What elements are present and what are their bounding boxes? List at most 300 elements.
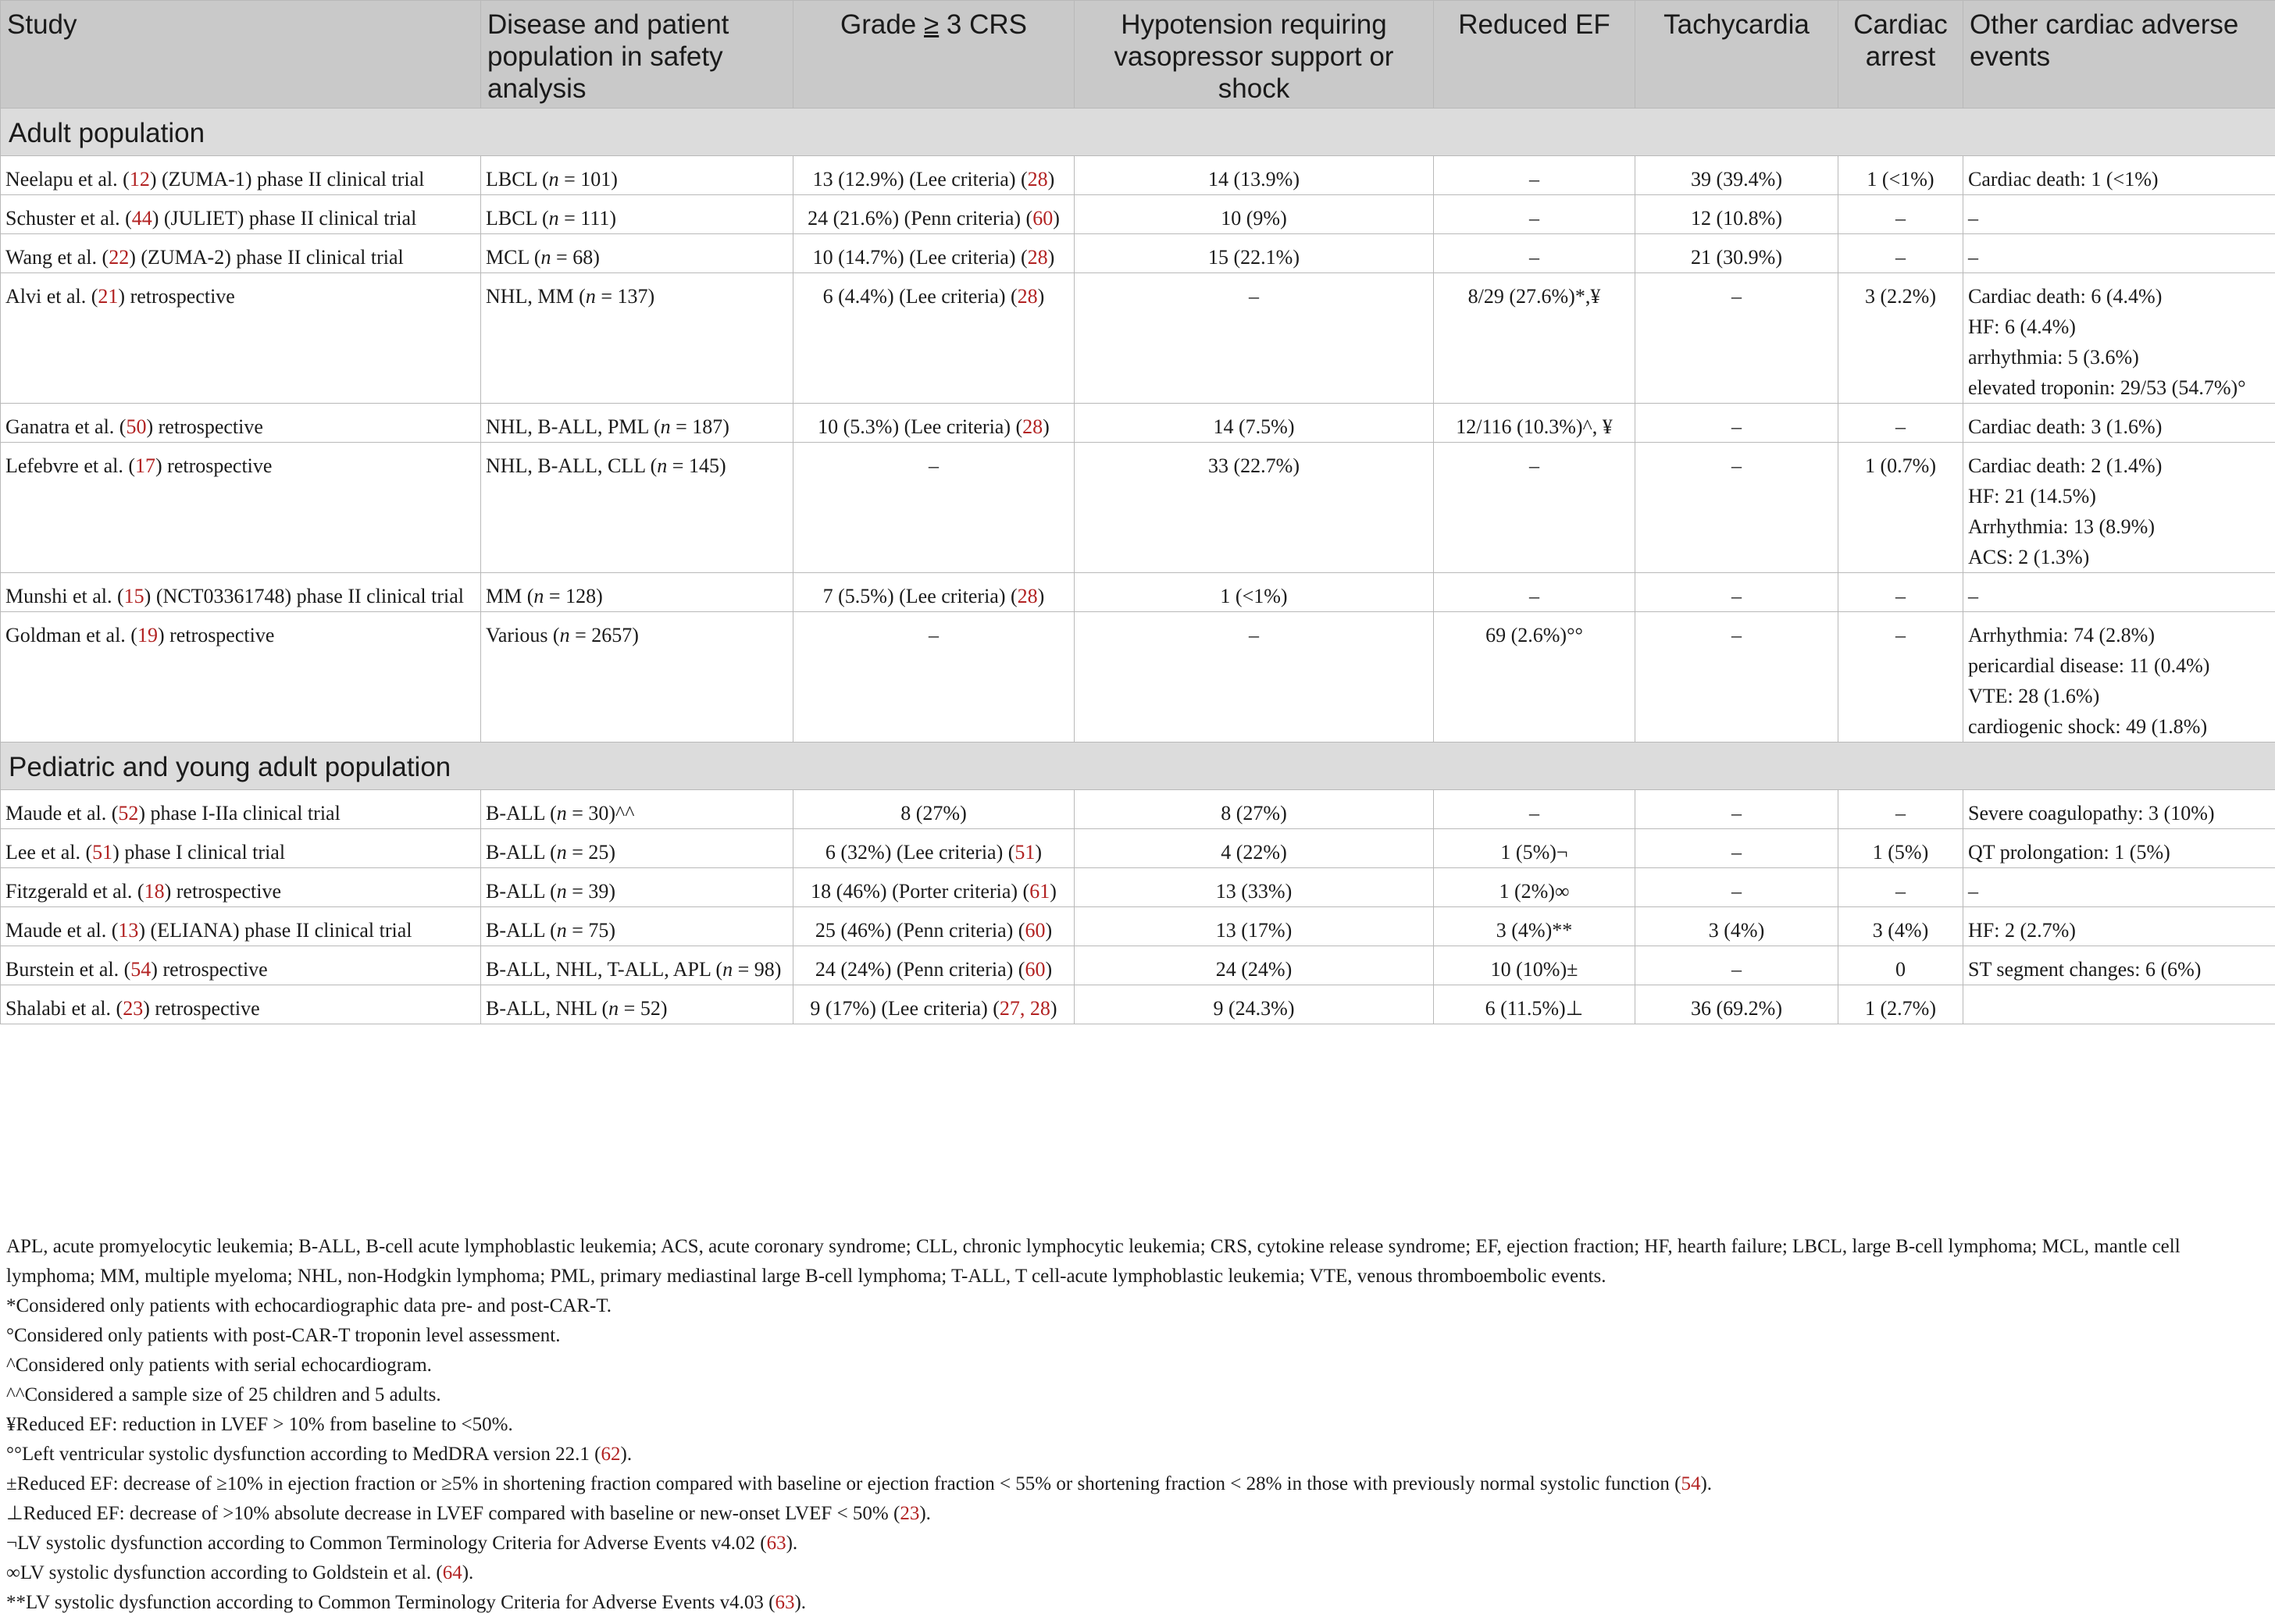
cell-cardiac-arrest: – (1838, 234, 1963, 273)
crs-text: 25 (46%) (Penn criteria) ( (815, 919, 1025, 942)
disease-text: Various ( (486, 624, 560, 646)
study-ref: 52 (118, 802, 139, 824)
cell-other (1963, 573, 2275, 612)
table-row (1, 985, 2275, 1024)
disease-n: n (660, 415, 671, 438)
cell-other (1963, 273, 2275, 404)
cell-hypotension: 24 (24%) (1075, 946, 1434, 985)
study-text: Burstein et al. ( (5, 958, 131, 981)
study-text-end: ) retrospective (146, 415, 263, 438)
cell-crs (793, 790, 1075, 829)
cell-cardiac-arrest: 1 (0.7%) (1838, 443, 1963, 573)
study-text: Goldman et al. ( (5, 624, 137, 646)
cell-tachycardia: 21 (30.9%) (1635, 234, 1838, 273)
cell-cardiac-arrest: 3 (2.2%) (1838, 273, 1963, 404)
study-text-end: ) (JULIET) phase II clinical trial (152, 207, 417, 230)
crs-text: 24 (21.6%) (Penn criteria) ( (808, 207, 1033, 230)
study-text-end: ) retrospective (143, 997, 260, 1020)
table-row (1, 573, 2275, 612)
cell-cardiac-arrest: 1 (5%) (1838, 829, 1963, 868)
study-text-end: ) retrospective (118, 285, 235, 308)
other-event-line: – (1968, 585, 1978, 607)
crs-ref: 51 (1014, 841, 1036, 864)
other-event-line: Cardiac death: 1 (<1%) (1968, 168, 2159, 191)
disease-n: n (556, 919, 567, 942)
cell-crs (793, 907, 1075, 946)
header-disease: Disease and patient population in safety analysis (481, 1, 793, 109)
cell-tachycardia: 12 (10.8%) (1635, 195, 1838, 234)
header-study: Study (1, 1, 481, 109)
cell-cardiac-arrest: – (1838, 573, 1963, 612)
table-row (1, 868, 2275, 907)
cell-other (1963, 443, 2275, 573)
study-text: Lee et al. ( (5, 841, 93, 864)
cell-disease (481, 946, 793, 985)
disease-n: n (608, 997, 619, 1020)
cell-reduced-ef: 3 (4%)** (1434, 907, 1635, 946)
crs-ref: 28 (1022, 415, 1043, 438)
cell-reduced-ef: 69 (2.6%)°° (1434, 612, 1635, 743)
study-ref: 21 (98, 285, 119, 308)
footnote (6, 1558, 2263, 1588)
cell-study (1, 868, 481, 907)
crs-text-end: ) (1043, 415, 1050, 438)
crs-text: 9 (17%) (Lee criteria) ( (810, 997, 1000, 1020)
cell-hypotension: 1 (<1%) (1075, 573, 1434, 612)
cell-other (1963, 946, 2275, 985)
cell-tachycardia: – (1635, 443, 1838, 573)
footnote-text-end: ). (919, 1503, 931, 1524)
table-row (1, 273, 2275, 404)
cell-hypotension: 10 (9%) (1075, 195, 1434, 234)
footnote (6, 1351, 2263, 1380)
cell-other (1963, 195, 2275, 234)
footnote (6, 1499, 2263, 1529)
disease-count: = 111) (558, 207, 617, 230)
cell-tachycardia: 39 (39.4%) (1635, 156, 1838, 195)
cell-tachycardia: – (1635, 790, 1838, 829)
crs-ref: 61 (1029, 880, 1050, 903)
disease-count: = 75) (566, 919, 616, 942)
cell-study (1, 195, 481, 234)
cell-reduced-ef: 8/29 (27.6%)*,¥ (1434, 273, 1635, 404)
other-event-line: ACS: 2 (1.3%) (1968, 546, 2090, 568)
footnote (6, 1529, 2263, 1558)
study-text-end: ) retrospective (155, 454, 273, 477)
cell-crs (793, 829, 1075, 868)
footnote-text-end: ). (786, 1533, 798, 1554)
table-row (1, 790, 2275, 829)
cell-disease (481, 829, 793, 868)
study-ref: 19 (137, 624, 158, 646)
cell-other (1963, 790, 2275, 829)
cell-hypotension: 13 (17%) (1075, 907, 1434, 946)
disease-count: = 101) (558, 168, 618, 191)
study-ref: 17 (135, 454, 156, 477)
footnote-text: ±Reduced EF: decrease of ≥10% in ejection fraction or ≥5% in shortening fraction compared with baseline or ejection fraction < 55% or shortening fraction < 28% in those with previously normal systolic function ( (6, 1473, 1681, 1494)
header-crs-post: 3 CRS (939, 9, 1028, 40)
study-text: Alvi et al. ( (5, 285, 98, 308)
crs-text: 18 (46%) (Porter criteria) ( (811, 880, 1030, 903)
table-row (1, 234, 2275, 273)
disease-n: n (548, 168, 559, 191)
crs-ref: 28 (1027, 246, 1048, 269)
cell-reduced-ef: 12/116 (10.3%)^, ¥ (1434, 404, 1635, 443)
study-ref: 18 (144, 880, 165, 903)
cell-cardiac-arrest: 3 (4%) (1838, 907, 1963, 946)
disease-count: = 52) (619, 997, 668, 1020)
other-event-line: QT prolongation: 1 (5%) (1968, 841, 2170, 864)
other-event-line: arrhythmia: 5 (3.6%) (1968, 346, 2139, 369)
other-event-line: ST segment changes: 6 (6%) (1968, 958, 2202, 981)
other-event-line: pericardial disease: 11 (0.4%) (1968, 654, 2210, 677)
footnote-text-end: ). (1700, 1473, 1713, 1494)
disease-count: = 145) (667, 454, 726, 477)
table-row (1, 443, 2275, 573)
cell-reduced-ef: – (1434, 234, 1635, 273)
cell-hypotension: 9 (24.3%) (1075, 985, 1434, 1024)
cell-disease (481, 868, 793, 907)
footnote (6, 1588, 2263, 1618)
cell-hypotension: 14 (7.5%) (1075, 404, 1434, 443)
cell-reduced-ef: – (1434, 790, 1635, 829)
cell-tachycardia: – (1635, 829, 1838, 868)
footnote-text: °Considered only patients with post-CAR-T troponin level assessment. (6, 1325, 561, 1346)
cell-cardiac-arrest: – (1838, 790, 1963, 829)
footnote-ref: 63 (775, 1592, 795, 1613)
footnotes (6, 1232, 2263, 1618)
study-text: Maude et al. ( (5, 919, 119, 942)
cell-disease (481, 612, 793, 743)
disease-text: B-ALL ( (486, 919, 557, 942)
table-row (1, 612, 2275, 743)
disease-text: B-ALL ( (486, 802, 557, 824)
cell-tachycardia: – (1635, 946, 1838, 985)
cell-cardiac-arrest: 0 (1838, 946, 1963, 985)
cell-other (1963, 234, 2275, 273)
cell-reduced-ef: – (1434, 156, 1635, 195)
disease-text: NHL, B-ALL, PML ( (486, 415, 661, 438)
disease-text: NHL, MM ( (486, 285, 586, 308)
other-event-line: elevated troponin: 29/53 (54.7%)° (1968, 376, 2246, 399)
disease-text: MM ( (486, 585, 534, 607)
crs-text: – (929, 454, 939, 477)
disease-count: = 128) (544, 585, 603, 607)
footnote (6, 1410, 2263, 1440)
cell-reduced-ef: 1 (2%)∞ (1434, 868, 1635, 907)
cell-tachycardia: – (1635, 573, 1838, 612)
cell-cardiac-arrest: – (1838, 868, 1963, 907)
study-ref: 23 (123, 997, 144, 1020)
disease-n: n (722, 958, 733, 981)
footnote-text: ^Considered only patients with serial echocardiogram. (6, 1355, 432, 1376)
other-event-line: Arrhythmia: 13 (8.9%) (1968, 515, 2156, 538)
cell-study (1, 790, 481, 829)
disease-n: n (585, 285, 596, 308)
disease-n: n (540, 246, 551, 269)
crs-text: 7 (5.5%) (Lee criteria) ( (822, 585, 1018, 607)
cell-crs (793, 612, 1075, 743)
footnote-text: ∞LV systolic dysfunction according to Goldstein et al. ( (6, 1562, 443, 1583)
crs-ref: 60 (1032, 207, 1054, 230)
cell-disease (481, 195, 793, 234)
footnote-text-end: ). (620, 1444, 633, 1465)
footnote-ref: 64 (442, 1562, 462, 1583)
cell-reduced-ef: 10 (10%)± (1434, 946, 1635, 985)
disease-count: = 68) (551, 246, 600, 269)
study-text-end: ) (ZUMA-2) phase II clinical trial (129, 246, 404, 269)
footnote-ref: 63 (766, 1533, 786, 1554)
cell-other (1963, 156, 2275, 195)
cell-disease (481, 790, 793, 829)
study-text-end: ) retrospective (157, 624, 275, 646)
cell-other (1963, 868, 2275, 907)
crs-text: – (929, 624, 939, 646)
crs-ref: 28 (1027, 168, 1048, 191)
crs-text-end: ) (1045, 919, 1053, 942)
cell-reduced-ef: 1 (5%)¬ (1434, 829, 1635, 868)
table-row (1, 195, 2275, 234)
other-event-line: HF: 21 (14.5%) (1968, 485, 2096, 508)
cell-tachycardia: 3 (4%) (1635, 907, 1838, 946)
study-text: Wang et al. ( (5, 246, 109, 269)
cell-study (1, 234, 481, 273)
header-crs-ge: ≥ (923, 9, 940, 40)
study-text-end: ) (ELIANA) phase II clinical trial (138, 919, 412, 942)
crs-text-end: ) (1050, 880, 1057, 903)
header-crs-pre: Grade (840, 9, 924, 40)
cell-cardiac-arrest: 1 (<1%) (1838, 156, 1963, 195)
other-event-line: – (1968, 246, 1978, 269)
cell-study (1, 985, 481, 1024)
study-text: Schuster et al. ( (5, 207, 132, 230)
cell-crs (793, 946, 1075, 985)
disease-n: n (559, 624, 570, 646)
study-ref: 50 (126, 415, 147, 438)
footnote-text-end: ). (462, 1562, 474, 1583)
other-event-line: Cardiac death: 3 (1.6%) (1968, 415, 2163, 438)
disease-count: = 98) (733, 958, 782, 981)
footnote (6, 1232, 2263, 1291)
table-row (1, 907, 2275, 946)
cell-tachycardia: – (1635, 273, 1838, 404)
other-event-line: – (1968, 880, 1978, 903)
cell-reduced-ef: 6 (11.5%)⊥ (1434, 985, 1635, 1024)
study-text-end: ) retrospective (164, 880, 282, 903)
study-ref: 51 (92, 841, 113, 864)
cell-tachycardia: – (1635, 612, 1838, 743)
other-event-line: VTE: 28 (1.6%) (1968, 685, 2100, 707)
crs-ref: 27, 28 (999, 997, 1050, 1020)
footnote-text: ¬LV systolic dysfunction according to Common Terminology Criteria for Adverse Events v4.02 ( (6, 1533, 767, 1554)
cell-tachycardia: – (1635, 868, 1838, 907)
footnote-ref: 54 (1681, 1473, 1701, 1494)
cell-hypotension: – (1075, 612, 1434, 743)
other-event-line: Cardiac death: 2 (1.4%) (1968, 454, 2163, 477)
disease-n: n (548, 207, 559, 230)
crs-text-end: ) (1037, 285, 1045, 308)
footnote-ref: 23 (900, 1503, 920, 1524)
cell-tachycardia: 36 (69.2%) (1635, 985, 1838, 1024)
study-ref: 44 (131, 207, 152, 230)
footnote-text: APL, acute promyelocytic leukemia; B-ALL, B-cell acute lymphoblastic leukemia; ACS, acute coronary syndrome; CLL, chronic lymphocytic leukemia; CRS, cytokine release syndrome; EF, ejection fraction; HF, hearth failure; LBCL, large B-cell lymphoma; MCL, mantle cell lymphoma; MM, multiple myeloma; NHL, non-Hodgkin lymphoma; PML, primary mediastinal large B-cell lymphoma; T-ALL, T cell-acute lymphoblastic leukemia; VTE, venous thromboembolic events. (6, 1236, 2181, 1287)
cell-crs (793, 195, 1075, 234)
study-text-end: ) retrospective (151, 958, 268, 981)
cell-hypotension: – (1075, 273, 1434, 404)
crs-text-end: ) (1035, 841, 1043, 864)
footnote (6, 1380, 2263, 1410)
disease-count: = 25) (566, 841, 616, 864)
footnote-text: °°Left ventricular systolic dysfunction according to MedDRA version 22.1 ( (6, 1444, 601, 1465)
cell-disease (481, 234, 793, 273)
disease-text: MCL ( (486, 246, 541, 269)
header-tachycardia: Tachycardia (1635, 1, 1838, 109)
table-row (1, 156, 2275, 195)
cell-cardiac-arrest: – (1838, 612, 1963, 743)
cell-study (1, 829, 481, 868)
footnote (6, 1291, 2263, 1321)
crs-text: 6 (4.4%) (Lee criteria) ( (822, 285, 1018, 308)
cell-hypotension: 33 (22.7%) (1075, 443, 1434, 573)
disease-n: n (657, 454, 668, 477)
other-event-line: cardiogenic shock: 49 (1.8%) (1968, 715, 2208, 738)
disease-count: = 30)^^ (566, 802, 635, 824)
cell-crs (793, 443, 1075, 573)
disease-n: n (556, 802, 567, 824)
cell-cardiac-arrest: – (1838, 404, 1963, 443)
cell-crs (793, 404, 1075, 443)
cell-disease (481, 907, 793, 946)
crs-text-end: ) (1037, 585, 1045, 607)
crs-ref: 60 (1025, 958, 1046, 981)
cell-hypotension: 13 (33%) (1075, 868, 1434, 907)
study-text: Munshi et al. ( (5, 585, 124, 607)
cell-other (1963, 612, 2275, 743)
disease-text: B-ALL ( (486, 841, 557, 864)
footnote-text: ^^Considered a sample size of 25 children and 5 adults. (6, 1384, 441, 1405)
other-event-line: HF: 6 (4.4%) (1968, 315, 2076, 338)
cell-study (1, 156, 481, 195)
cell-study (1, 443, 481, 573)
cell-study (1, 907, 481, 946)
cell-crs (793, 273, 1075, 404)
table-row (1, 946, 2275, 985)
table-body (1, 109, 2275, 1024)
footnote (6, 1321, 2263, 1351)
cell-hypotension: 15 (22.1%) (1075, 234, 1434, 273)
disease-text: LBCL ( (486, 168, 549, 191)
footnote-text-end: ). (794, 1592, 807, 1613)
study-ref: 12 (129, 168, 150, 191)
disease-count: = 187) (670, 415, 729, 438)
study-text: Lefebvre et al. ( (5, 454, 136, 477)
cell-disease (481, 404, 793, 443)
crs-text: 10 (14.7%) (Lee criteria) ( (812, 246, 1028, 269)
study-text-end: ) phase I clinical trial (112, 841, 286, 864)
disease-text: NHL, B-ALL, CLL ( (486, 454, 658, 477)
disease-text: B-ALL, NHL ( (486, 997, 609, 1020)
disease-text: LBCL ( (486, 207, 549, 230)
table-row (1, 829, 2275, 868)
crs-text-end: ) (1047, 168, 1055, 191)
study-ref: 54 (130, 958, 152, 981)
study-ref: 22 (109, 246, 130, 269)
other-event-line: Arrhythmia: 74 (2.8%) (1968, 624, 2156, 646)
crs-text: 24 (24%) (Penn criteria) ( (815, 958, 1025, 981)
disease-count: = 137) (595, 285, 655, 308)
footnote (6, 1440, 2263, 1469)
disease-n: n (533, 585, 544, 607)
disease-count: = 2657) (569, 624, 639, 646)
cell-crs (793, 985, 1075, 1024)
study-text: Neelapu et al. ( (5, 168, 130, 191)
cell-study (1, 573, 481, 612)
cell-disease (481, 273, 793, 404)
crs-text: 6 (32%) (Lee criteria) ( (825, 841, 1015, 864)
crs-text: 13 (12.9%) (Lee criteria) ( (812, 168, 1028, 191)
cell-other (1963, 985, 2275, 1024)
crs-ref: 60 (1025, 919, 1046, 942)
footnote-text: **LV systolic dysfunction according to Common Terminology Criteria for Adverse Events v4.03 ( (6, 1592, 776, 1613)
study-text: Fitzgerald et al. ( (5, 880, 144, 903)
cell-cardiac-arrest: – (1838, 195, 1963, 234)
header-cardiac-arrest: Cardiac arrest (1838, 1, 1963, 109)
cell-hypotension: 4 (22%) (1075, 829, 1434, 868)
cell-crs (793, 573, 1075, 612)
cell-study (1, 612, 481, 743)
crs-text: 10 (5.3%) (Lee criteria) ( (818, 415, 1023, 438)
cell-study (1, 404, 481, 443)
disease-text: B-ALL, NHL, T-ALL, APL ( (486, 958, 723, 981)
other-event-line: HF: 2 (2.7%) (1968, 919, 2076, 942)
study-text-end: ) (NCT03361748) phase II clinical trial (144, 585, 465, 607)
footnote-text: *Considered only patients with echocardiographic data pre- and post-CAR-T. (6, 1295, 612, 1316)
cell-hypotension: 8 (27%) (1075, 790, 1434, 829)
cell-other (1963, 829, 2275, 868)
footnote-ref: 62 (601, 1444, 621, 1465)
study-text-end: ) phase I-IIa clinical trial (138, 802, 341, 824)
crs-text-end: ) (1047, 246, 1055, 269)
disease-n: n (556, 841, 567, 864)
section-pediatric (1, 743, 2275, 790)
cell-crs (793, 234, 1075, 273)
other-event-line: Cardiac death: 6 (4.4%) (1968, 285, 2163, 308)
cell-cardiac-arrest: 1 (2.7%) (1838, 985, 1963, 1024)
disease-text: B-ALL ( (486, 880, 557, 903)
other-event-line: Severe coagulopathy: 3 (10%) (1968, 802, 2215, 824)
crs-text-end: ) (1045, 958, 1053, 981)
cell-crs (793, 156, 1075, 195)
cell-other (1963, 404, 2275, 443)
crs-ref: 28 (1017, 585, 1038, 607)
cell-disease (481, 156, 793, 195)
section-adult-label: Adult population (1, 109, 2275, 156)
other-event-line: – (1968, 207, 1978, 230)
crs-text: 8 (27%) (900, 802, 967, 824)
section-pediatric-label: Pediatric and young adult population (1, 743, 2275, 790)
cell-other (1963, 907, 2275, 946)
cell-hypotension: 14 (13.9%) (1075, 156, 1434, 195)
cell-reduced-ef: – (1434, 195, 1635, 234)
cell-crs (793, 868, 1075, 907)
study-ref: 13 (118, 919, 139, 942)
cell-disease (481, 443, 793, 573)
footnote-text: ⊥Reduced EF: decrease of >10% absolute decrease in LVEF compared with baseline or new-onset LVEF < 50% ( (6, 1503, 900, 1524)
header-row (1, 1, 2275, 109)
footnote (6, 1469, 2263, 1499)
cell-tachycardia: – (1635, 404, 1838, 443)
study-ref: 15 (123, 585, 144, 607)
